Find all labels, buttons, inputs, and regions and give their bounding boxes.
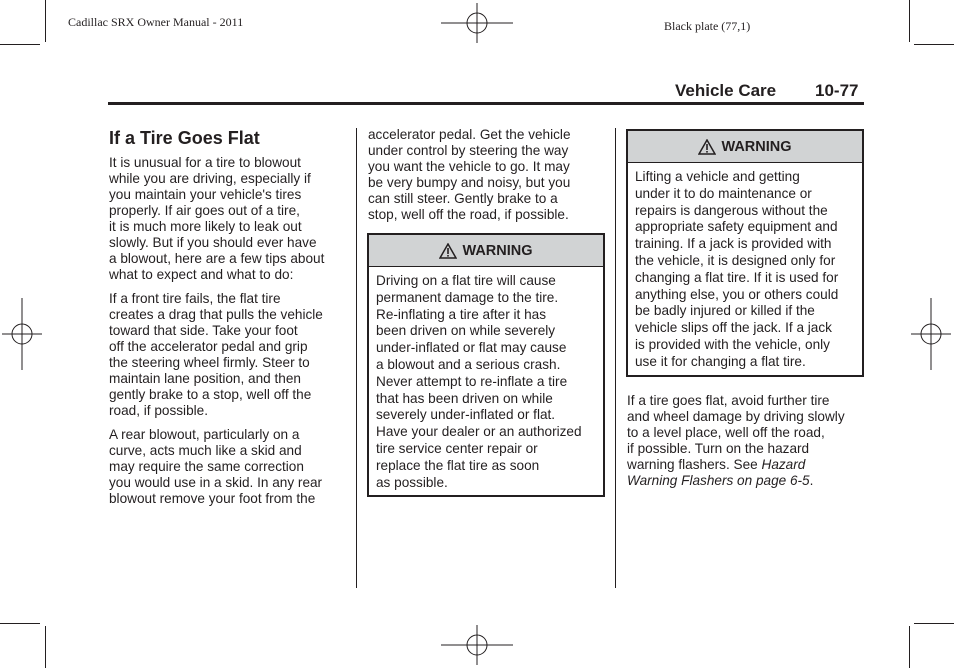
warning-triangle-icon: [439, 243, 457, 259]
crop-mark-tr-v: [909, 0, 910, 42]
warning-label: WARNING: [462, 242, 533, 259]
column-divider: [615, 128, 616, 588]
crop-mark-br-h: [914, 623, 954, 624]
crop-mark-tl-v: [45, 0, 46, 42]
paragraph: If a front tire fails, the flat tire creates a drag that pulls the vehicle toward that side. Take your foot off the accelerator pedal and grip the steering wheel firmly. Steer to maintain lane position, and then gently brake to a stop, well off the road, if possible.: [109, 291, 323, 418]
column-divider: [356, 128, 357, 588]
column-3: [627, 393, 867, 497]
warning-header: [369, 235, 603, 267]
paragraph: It is unusual for a tire to blowout while you are driving, especially if you maintain your vehicle's tires properly. If air goes out of a tire, it is much more likely to leak out slowly. But if you should ever have a blowout, here are a few tips about what to expect and what to do:: [109, 155, 325, 282]
plate-title: Cadillac SRX Owner Manual - 2011: [68, 15, 244, 29]
crop-mark-tr-h: [914, 44, 954, 45]
warning-body: Lifting a vehicle and getting under it to do maintenance or repairs is dangerous without the appropriate safety equipment and training. If a jack is provided with the vehicle, it is designed only for changing a flat tire. If it is used for anything else, you or others could be badly injured or killed if the vehicle slips off the jack. If a jack is provided with the vehicle, only use it for changing a flat tire.: [635, 169, 839, 369]
crop-mark-br-v: [909, 626, 910, 668]
warning-box-jack: [626, 129, 864, 377]
running-header-section: Vehicle Care: [675, 81, 777, 100]
crop-mark-tl-h: [0, 44, 40, 45]
registration-crosshair-icon: [441, 625, 513, 665]
registration-crosshair-icon: [911, 298, 951, 370]
paragraph: If a tire goes flat, avoid further tire and wheel damage by driving slowly to a level place, well off the road, if possible. Turn on the hazard warning flashers. See Hazard Warning Flashers on page 6-5.: [627, 393, 845, 488]
warning-body: Driving on a flat tire will cause permanent damage to the tire. Re-inflating a tire after it has been driven on while severely under-inflated or flat may cause a blowout and a serious crash. Never attempt to re-inflate a tire that has been driven on while severely under-inflated or flat. Have your dealer or an authorized tire service center repair or replace the flat tire as soon as possible.: [376, 273, 582, 490]
paragraph: accelerator pedal. Get the vehicle under control by steering the way you want the vehicle to go. It may be very bumpy and noisy, but you can still steer. Gently brake to a stop, well off the road, if possible.: [368, 127, 571, 222]
cross-reference-link[interactable]: Warning Flashers on page 6-5: [627, 473, 810, 488]
column-1: [109, 127, 349, 515]
crop-mark-bl-v: [45, 626, 46, 668]
crop-mark-bl-h: [0, 623, 40, 624]
header-rule: [108, 102, 864, 105]
registration-crosshair-icon: [441, 3, 513, 43]
column-2: [368, 127, 608, 231]
page-number: 10-77: [815, 81, 859, 100]
warning-triangle-icon: [698, 139, 716, 155]
cross-reference-link[interactable]: Hazard: [761, 457, 806, 472]
plate-number: Black plate (77,1): [664, 19, 751, 33]
warning-header: [628, 131, 862, 163]
warning-box-flat-tire: [367, 233, 605, 497]
paragraph: A rear blowout, particularly on a curve, acts much like a skid and may require the same correction you would use in a skid. In any rear blowout remove your foot from the: [109, 427, 323, 506]
heading-if-a-tire-goes-flat: If a Tire Goes Flat: [109, 128, 260, 148]
warning-label: WARNING: [721, 138, 792, 155]
registration-crosshair-icon: [2, 298, 42, 370]
